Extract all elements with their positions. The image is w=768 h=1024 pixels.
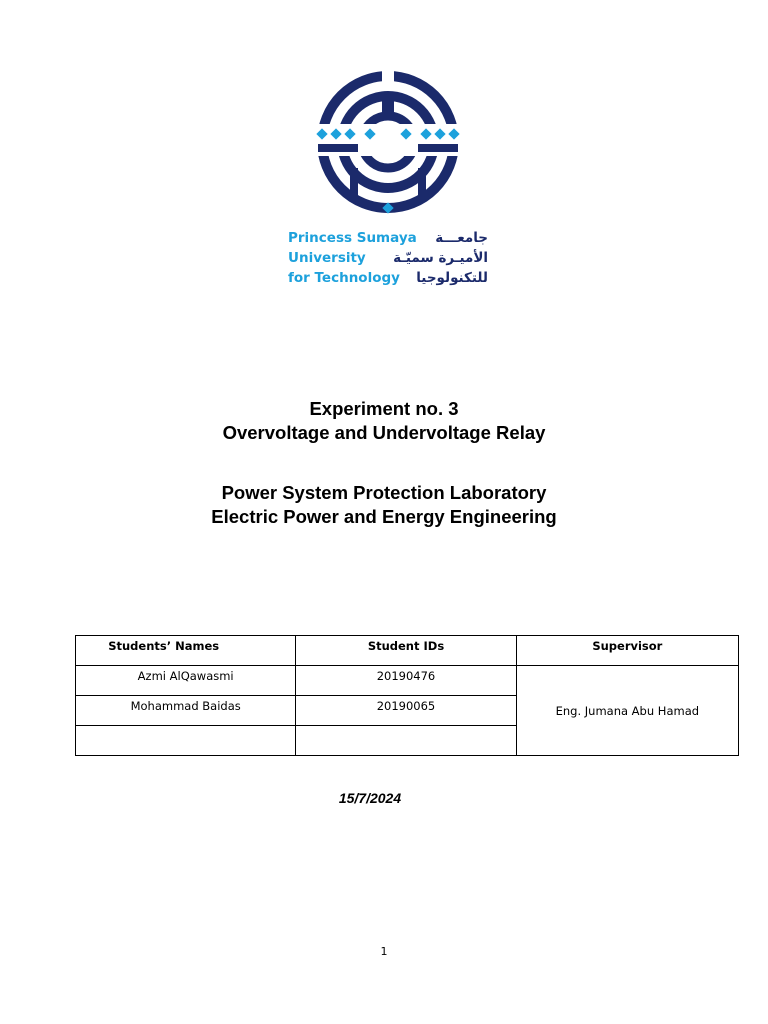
header-students-names <box>76 636 296 666</box>
table-row <box>76 666 739 696</box>
wordmark-en-line-1: Princess Sumaya <box>288 230 417 246</box>
header-label: Students’ Names <box>108 639 220 653</box>
wordmark-en-line-2: University <box>288 250 366 266</box>
student-name-cell: Azmi AlQawasmi <box>76 666 296 696</box>
supervisor-cell: Eng. Jumana Abu Hamad <box>516 666 738 756</box>
wordmark-ar-line-1: جامعـــة <box>435 230 488 246</box>
wordmark-ar-line-3: للتكنولوجيا <box>416 270 488 286</box>
students-table <box>75 635 739 756</box>
lab-name: Power System Protection Laboratory <box>221 482 547 503</box>
table-header-row <box>76 636 739 666</box>
program-name: Electric Power and Energy Engineering <box>211 506 557 527</box>
university-logo <box>310 68 466 216</box>
course-heading <box>0 481 768 529</box>
experiment-heading <box>0 397 768 445</box>
student-name-cell: Mohammad Baidas <box>76 696 296 726</box>
student-id-cell: 20190065 <box>296 696 516 726</box>
wordmark-en-line-3: for Technology <box>288 270 400 286</box>
experiment-number: Experiment no. 3 <box>309 398 459 419</box>
experiment-title: Overvoltage and Undervoltage Relay <box>222 422 546 443</box>
student-name-cell <box>76 726 296 756</box>
header-student-ids: Student IDs <box>296 636 516 666</box>
student-id-cell <box>296 726 516 756</box>
student-id-cell: 20190476 <box>296 666 516 696</box>
wordmark-ar-line-2: الأميـرة سميّـة <box>393 250 488 266</box>
page-number: 1 <box>380 945 388 958</box>
report-date: 15/7/2024 <box>338 790 402 806</box>
header-supervisor: Supervisor <box>516 636 738 666</box>
